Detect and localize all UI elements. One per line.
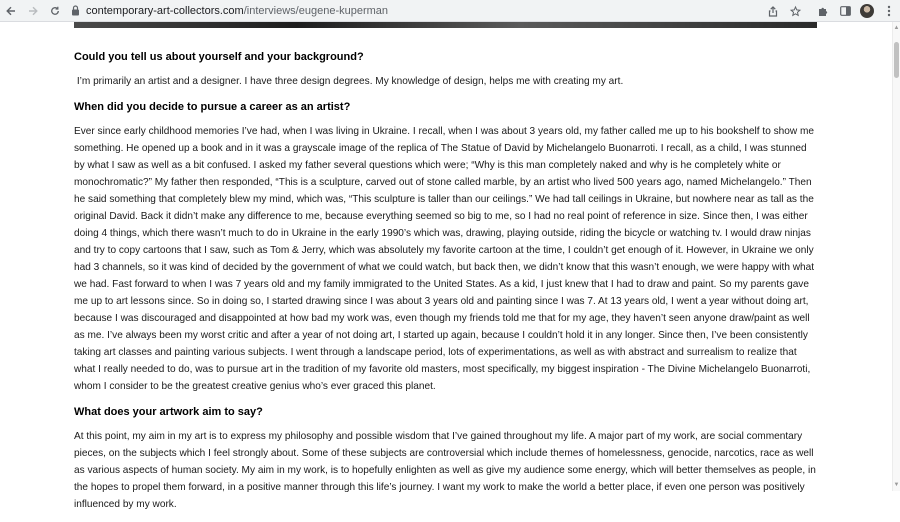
page-scrollbar[interactable] [892,22,900,491]
scroll-up-arrow-icon[interactable]: ▲ [893,25,900,31]
question-background: Could you tell us about yourself and your background? [74,51,364,63]
share-icon [768,6,778,17]
reload-icon [50,6,60,16]
browser-toolbar [0,0,900,22]
answer-background: I’m primarily an artist and a designer. I have three design degrees. My knowledge of design, helps me with creating my art. [74,76,624,87]
menu-button[interactable] [878,0,900,22]
avatar [860,4,874,18]
sidebar-icon [840,6,851,16]
kebab-menu-icon [887,5,891,17]
url-host: contemporary-art-collectors.com [86,4,244,17]
hero-image-bottom-edge [74,22,817,28]
forward-button[interactable] [22,0,44,22]
page-content [0,22,892,510]
lock-icon [70,5,81,17]
share-button[interactable] [762,0,784,22]
arrow-right-icon [28,6,38,16]
profile-button[interactable] [856,0,878,22]
arrow-left-icon [6,6,16,16]
url-path: /interviews/eugene-kuperman [243,4,389,17]
scroll-thumb[interactable] [894,42,899,78]
answer-artwork-aim: At this point, my aim in my art is to express my philosophy and possible wisdom that I’ve gained throughout my life. A major part of my work, are social commentary pieces, on the subjects which I feel strongly about. Some of these subjects are controversial which include themes of homelessness, genocide, narcotics, race as well as various aspects of human society. My aim in my work, is to hopefully enlighten as well as give my audience some energy, which will better themselves as people, in the hopes to propel them forward, in a positive manner through this life’s journey. I want my work to make the world a better place, if even one person was positively influenced by my work. [74,431,816,510]
extensions-button[interactable] [812,0,834,22]
sidebar-button[interactable] [834,0,856,22]
scroll-down-arrow-icon[interactable]: ▼ [893,482,900,488]
back-button[interactable] [0,0,22,22]
toolbar-actions [762,0,900,22]
question-career: When did you decide to pursue a career as an artist? [74,101,351,113]
star-icon [790,6,801,17]
bookmark-button[interactable] [784,0,806,22]
answer-career: Ever since early childhood memories I’ve had, when I was living in Ukraine. I recall, when I was about 3 years old, my father called me up to his bookshelf to show me something. He opened up a book and in it was a grayscale image of the replica of The Statue of David by Michelangelo Buonarroti. I recall, as a child, I was stunned by what I saw as well as a bit confused. I asked my father several questions which were; “Why is this man completely naked and why is he completely white or monochromatic?” My father then responded, “This is a sculpture, carved out of stone called marble, by an artist who lived 500 years ago, named Michelangelo.” Then he said something that completely blew my mind, which was, “This sculpture is taller than our ceilings.” We had tall ceilings in Ukraine, but nowhere near as tall as the original David. Back it didn’t make any difference to me, because everything seemed so big to me, so I had no real point of reference in size. Since then, I was either doing 4 things, which there wasn’t much to do in Ukraine in the early 1990’s which was, drawing, playing outside, riding the bicycle or watching tv. I would draw ninjas and try to copy cartoons that I saw, such as Tom & Jerry, which was absolutely my favorite cartoon at the time, I couldn’t get enough of it. However, in Ukraine we only had 3 channels, so it was kind of decided by the government of what we could watch, but back then, we didn’t know that this wasn’t enough, we were happy with what we had. Fast forward to when I was 7 years old and my family immigrated to the United States. As a kid, I just knew that I had to draw and paint. So my parents gave me up to art lessons since. So in doing so, I started drawing since I was about 3 years old and painting since I was 7. At 13 years old, I went a year without doing art, because I was discouraged and disappointed at how bad my work was, even though my friends told me that for my age, they haven’t seen anyone draw/paint as well as me. I’ve always been my worst critic and after a year of not doing art, I started up again, because I couldn’t hold it in any longer. Since then, I’ve been consistently taking art classes and painting various subjects. I went through a landscape period, lots of experimentations, as well as with abstract and surrealism to realize that what I really needed to do, was to pursue art in the tradition of my favorite old masters, most specifically, my biggest inspiration - The Divine Michelangelo Buonarroti, whom I consider to be the greatest creative genius who’s ever graced this planet. [74,126,815,392]
interview-article [74,49,819,522]
reload-button[interactable] [44,0,66,22]
address-bar[interactable] [70,2,388,20]
question-artwork-aim: What does your artwork aim to say? [74,406,263,418]
puzzle-icon [818,6,829,17]
